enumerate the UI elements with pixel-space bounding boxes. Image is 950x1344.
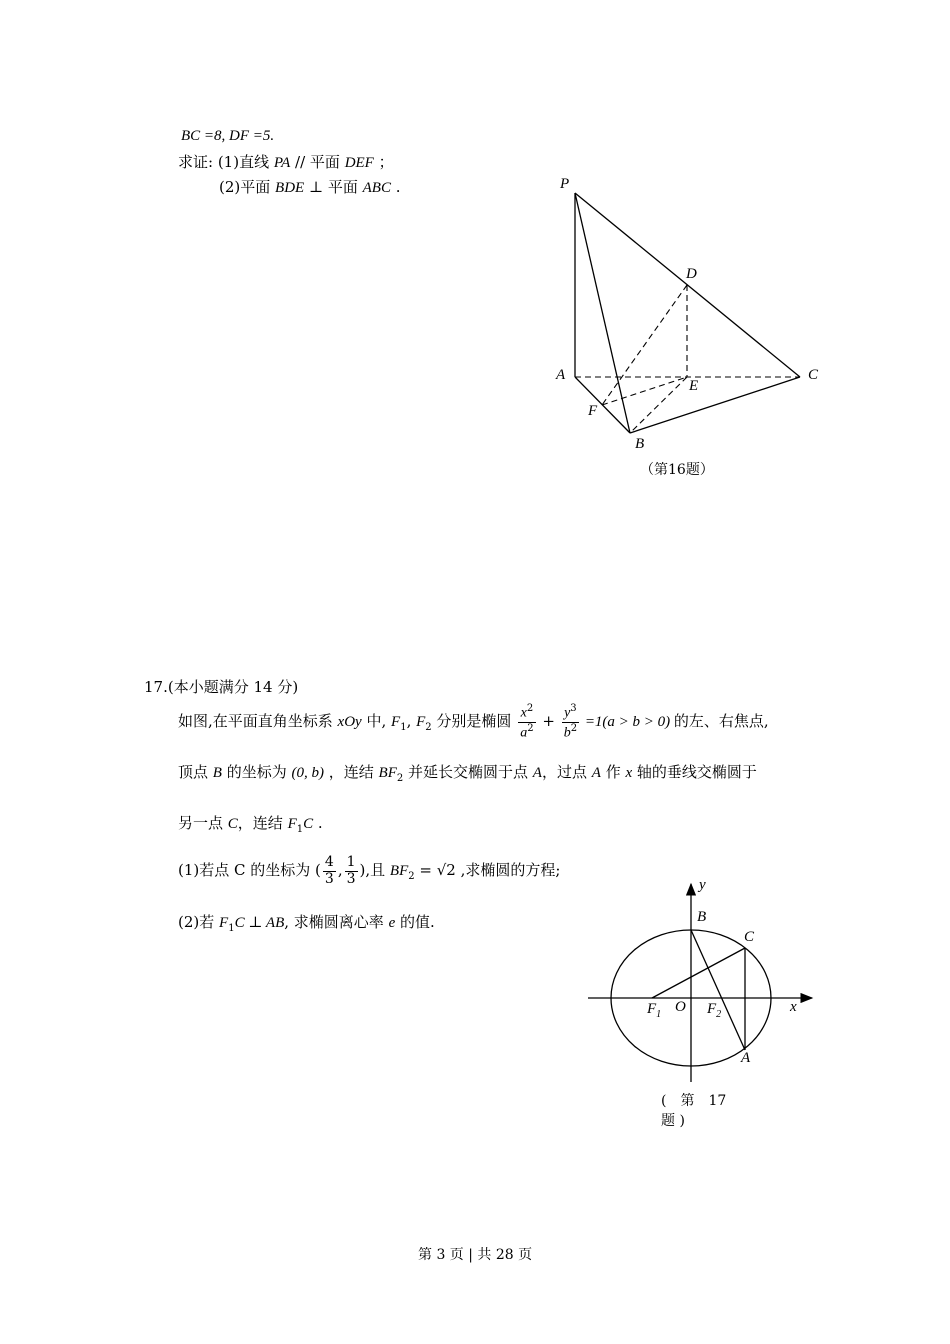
label-C17: C (744, 929, 755, 945)
label-y: y (699, 877, 706, 893)
p17-heading: 17.(本小题满分 14 分) (144, 678, 299, 696)
p17-line-1: 如图,在平面直角坐标系 xOy 中, $F_1$, $F_2$ 分别是椭圆 $\frac{x^2}{a^2}$ + $\frac{y^3}{b^2}$ =1(a > b > 0) 的左、右焦点, (178, 703, 769, 741)
label-D: D (686, 266, 697, 282)
label-F1: $F_1$ (647, 1001, 662, 1020)
label-E: E (689, 378, 699, 394)
label-P: P (560, 176, 570, 192)
label-F2: $F_2$ (707, 1001, 722, 1020)
label-F: F (588, 403, 598, 419)
label-A: A (556, 367, 566, 383)
p17-line-3: 另一点 C，连结 $F_1C$ . (178, 814, 323, 835)
label-B: B (635, 436, 645, 452)
label-x: x (790, 999, 797, 1015)
line-F1C (652, 948, 745, 998)
p17-question-2: (2)若 $F_1C$ ⊥ AB, 求椭圆离心率 e 的值. (178, 913, 435, 934)
figure-17-caption-line1: ( 第 17 (661, 1093, 727, 1109)
p16-prove-2: (2)平面 BDE ⊥ 平面 ABC . (219, 178, 401, 196)
p16-prove-1: 求证: (1)直线 PA // 平面 DEF ； (178, 153, 394, 171)
label-O: O (675, 999, 686, 1015)
p16-given-tail: BC =8, DF =5. (181, 128, 275, 144)
line-BA (691, 930, 745, 1050)
label-A17: A (741, 1050, 751, 1066)
figure-16-caption: （第16题） (640, 462, 714, 478)
p17-question-1: (1)若点 C 的坐标为 ( $\frac{4}{3}$ , $\frac{1}{3}$ ),且 $BF_2 = √2$ ,求椭圆的方程; (178, 854, 561, 887)
label-C: C (808, 367, 819, 383)
figure-17-caption-line2: 题 ) (661, 1113, 685, 1129)
label-B17: B (697, 909, 707, 925)
page-footer: 第 3 页 | 共 28 页 (418, 1247, 533, 1263)
p17-line-2: 顶点 B 的坐标为 (0, b) ，连结 $BF_2$ 并延长交椭圆于点 A，过点 A 作 x 轴的垂线交椭圆于 (178, 763, 757, 784)
